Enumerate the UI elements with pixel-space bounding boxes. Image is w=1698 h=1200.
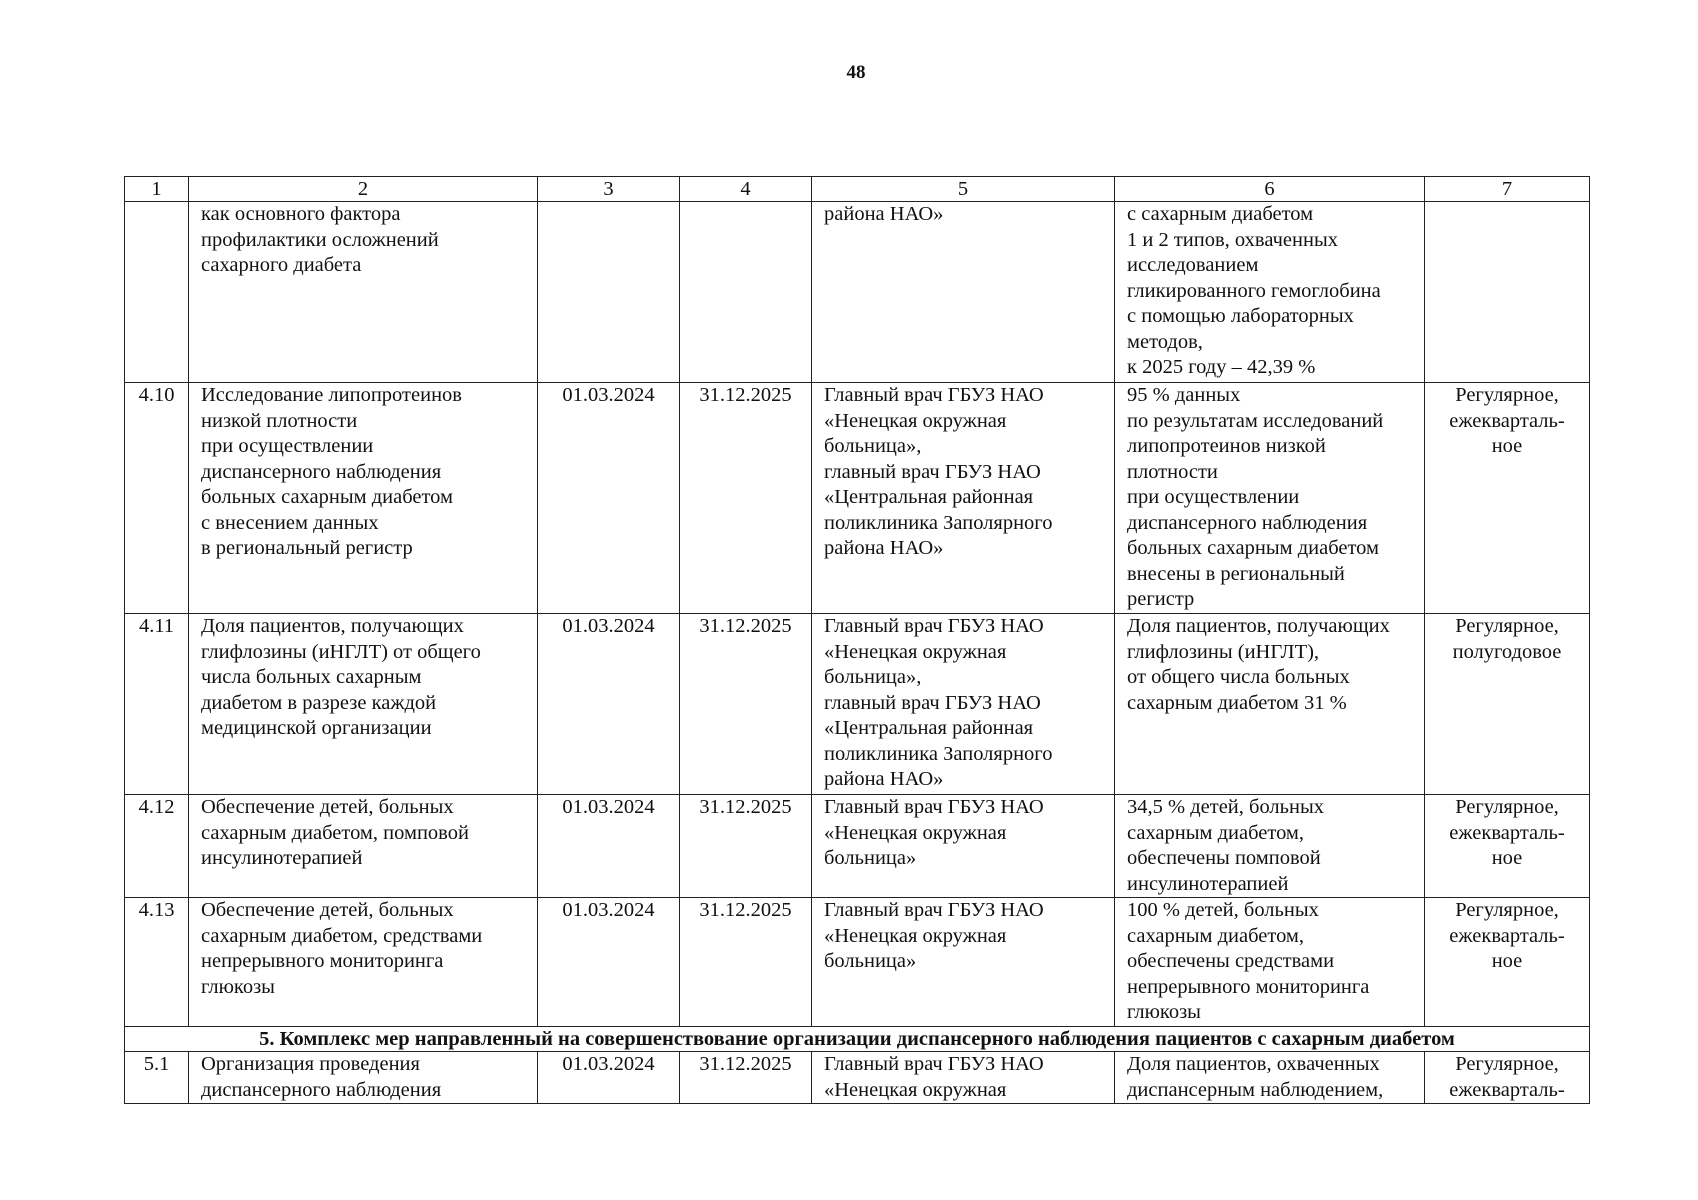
start-date-cell: 01.03.2024 — [538, 614, 680, 795]
column-number: 1 — [125, 177, 189, 202]
indicator-cell: 95 % данных по результатам исследований липопротеинов низкой плотности при осуществлении диспансерного наблюдения больных сахарным диабетом внесены в региональный регистр — [1115, 383, 1425, 614]
measure-cell: Обеспечение детей, больных сахарным диабетом, помповой инсулинотерапией — [189, 795, 538, 898]
table-row-4-12 — [125, 795, 1590, 898]
measure-cell: Обеспечение детей, больных сахарным диабетом, средствами непрерывного мониторинга глюкозы — [189, 898, 538, 1027]
responsible-cell: Главный врач ГБУЗ НАО «Ненецкая окружная больница», главный врач ГБУЗ НАО «Центральная районная поликлиника Заполярного района НАО» — [812, 383, 1115, 614]
table-row-continuation — [125, 202, 1590, 383]
periodicity-cell — [1425, 202, 1590, 383]
responsible-cell: Главный врач ГБУЗ НАО «Ненецкая окружная больница» — [812, 795, 1115, 898]
column-number: 6 — [1115, 177, 1425, 202]
column-number: 4 — [680, 177, 812, 202]
table-row-5-1 — [125, 1052, 1590, 1104]
responsible-cell: района НАО» — [812, 202, 1115, 383]
end-date-cell — [680, 202, 812, 383]
plan-table — [124, 176, 1590, 1104]
column-number: 2 — [189, 177, 538, 202]
indicator-cell: с сахарным диабетом 1 и 2 типов, охваченных исследованием гликированного гемоглобина с помощью лабораторных методов, к 2025 году – 42,39 % — [1115, 202, 1425, 383]
end-date-cell: 31.12.2025 — [680, 614, 812, 795]
indicator-cell: Доля пациентов, охваченных диспансерным наблюдением, — [1115, 1052, 1425, 1104]
periodicity-cell: Регулярное, ежекварталь- — [1425, 1052, 1590, 1104]
measure-cell: как основного фактора профилактики осложнений сахарного диабета — [189, 202, 538, 383]
periodicity-cell: Регулярное, ежекварталь- ное — [1425, 383, 1590, 614]
column-number: 5 — [812, 177, 1115, 202]
row-number: 4.11 — [125, 614, 189, 795]
periodicity-cell: Регулярное, ежекварталь- ное — [1425, 898, 1590, 1027]
start-date-cell — [538, 202, 680, 383]
column-number-header-row — [125, 177, 1590, 202]
periodicity-cell: Регулярное, полугодовое — [1425, 614, 1590, 795]
row-number — [125, 202, 189, 383]
end-date-cell: 31.12.2025 — [680, 795, 812, 898]
row-number: 4.12 — [125, 795, 189, 898]
measure-cell: Доля пациентов, получающих глифлозины (иНГЛТ) от общего числа больных сахарным диабетом в разрезе каждой медицинской организации — [189, 614, 538, 795]
table-row-4-10 — [125, 383, 1590, 614]
table-row-4-11 — [125, 614, 1590, 795]
responsible-cell: Главный врач ГБУЗ НАО «Ненецкая окружная — [812, 1052, 1115, 1104]
page-number: 48 — [846, 62, 866, 83]
end-date-cell: 31.12.2025 — [680, 1052, 812, 1104]
indicator-cell: Доля пациентов, получающих глифлозины (иНГЛТ), от общего числа больных сахарным диабетом 31 % — [1115, 614, 1425, 795]
row-number: 5.1 — [125, 1052, 189, 1104]
start-date-cell: 01.03.2024 — [538, 1052, 680, 1104]
column-number: 7 — [1425, 177, 1590, 202]
start-date-cell: 01.03.2024 — [538, 795, 680, 898]
responsible-cell: Главный врач ГБУЗ НАО «Ненецкая окружная больница» — [812, 898, 1115, 1027]
responsible-cell: Главный врач ГБУЗ НАО «Ненецкая окружная больница», главный врач ГБУЗ НАО «Центральная районная поликлиника Заполярного района НАО» — [812, 614, 1115, 795]
column-number: 3 — [538, 177, 680, 202]
row-number: 4.10 — [125, 383, 189, 614]
indicator-cell: 34,5 % детей, больных сахарным диабетом, обеспечены помповой инсулинотерапией — [1115, 795, 1425, 898]
start-date-cell: 01.03.2024 — [538, 383, 680, 614]
measure-cell: Организация проведения диспансерного наблюдения — [189, 1052, 538, 1104]
measure-cell: Исследование липопротеинов низкой плотности при осуществлении диспансерного наблюдения больных сахарным диабетом с внесением данных в региональный регистр — [189, 383, 538, 614]
end-date-cell: 31.12.2025 — [680, 383, 812, 614]
periodicity-cell: Регулярное, ежекварталь- ное — [1425, 795, 1590, 898]
start-date-cell: 01.03.2024 — [538, 898, 680, 1027]
section-heading: 5. Комплекс мер направленный на совершенствование организации диспансерного наблюдения пациентов с сахарным диабетом — [125, 1027, 1590, 1052]
end-date-cell: 31.12.2025 — [680, 898, 812, 1027]
table-row-4-13 — [125, 898, 1590, 1027]
row-number: 4.13 — [125, 898, 189, 1027]
section-heading-row — [125, 1027, 1590, 1052]
indicator-cell: 100 % детей, больных сахарным диабетом, обеспечены средствами непрерывного мониторинга глюкозы — [1115, 898, 1425, 1027]
